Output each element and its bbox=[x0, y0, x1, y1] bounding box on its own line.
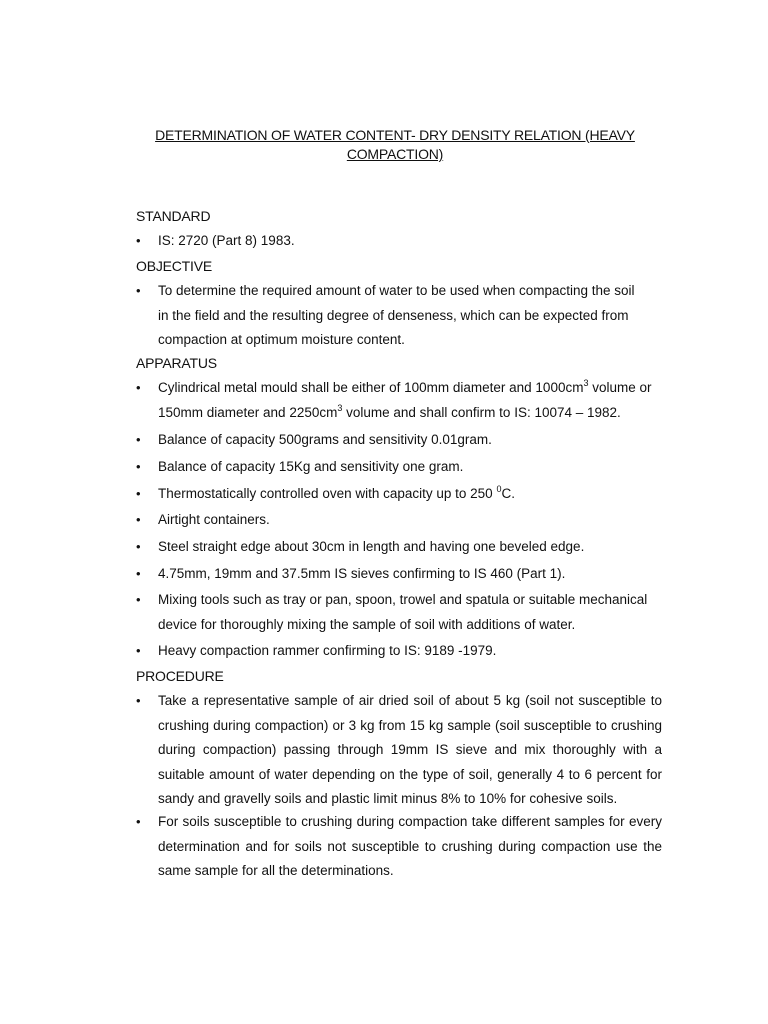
bullet-icon: • bbox=[136, 566, 141, 581]
bullet-icon: • bbox=[136, 643, 141, 658]
oven-text-a: Thermostatically controlled oven with capacity up to 250 bbox=[158, 486, 497, 501]
oven-text-b: C. bbox=[501, 486, 515, 501]
list-item-text: Steel straight edge about 30cm in length and having one beveled edge. bbox=[158, 539, 585, 554]
standard-heading: STANDARD bbox=[136, 208, 211, 224]
list-item-text: Balance of capacity 500grams and sensitivity 0.01gram. bbox=[158, 432, 492, 447]
apparatus-item-straight-edge bbox=[136, 535, 662, 560]
list-item-text: Take a representative sample of air dried soil of about 5 kg (soil not susceptible to crushing during compaction) or 3 kg from 15 kg sample (soil susceptible to crushing during compaction) passing through 19mm IS sieve and mix thoroughly with a suitable amount of water depending on the type of soil, generally 4 to 6 percent for sandy and gravelly soils and plastic limit minus 8% to 10% for cohesive soils. bbox=[158, 693, 662, 806]
bullet-icon: • bbox=[136, 693, 141, 708]
list-item-text bbox=[158, 482, 662, 507]
mould-text-c: volume and shall confirm to IS: 10074 – 1982. bbox=[342, 404, 621, 420]
procedure-heading: PROCEDURE bbox=[136, 668, 224, 684]
bullet-icon: • bbox=[136, 283, 141, 298]
bullet-icon: • bbox=[136, 459, 141, 474]
bullet-icon: • bbox=[136, 592, 141, 607]
standard-item bbox=[136, 229, 662, 254]
mould-text-a: Cylindrical metal mould shall be either of 100mm diameter and 1000cm bbox=[158, 380, 584, 395]
bullet-icon: • bbox=[136, 233, 141, 248]
list-item-text: To determine the required amount of water to be used when compacting the soil in the field and the resulting degree of denseness, which can be expected from compaction at optimum moisture content. bbox=[158, 283, 635, 347]
mould-sup-a: 3 bbox=[583, 378, 589, 388]
apparatus-item-rammer bbox=[136, 639, 662, 664]
bullet-icon: • bbox=[136, 432, 141, 447]
list-item-text bbox=[158, 376, 662, 425]
mould-text-b: volume or 150mm diameter and 2250cm bbox=[158, 380, 652, 420]
apparatus-item-containers bbox=[136, 508, 662, 533]
apparatus-heading: APPARATUS bbox=[136, 355, 217, 371]
list-item-text: 4.75mm, 19mm and 37.5mm IS sieves confirming to IS 460 (Part 1). bbox=[158, 566, 566, 581]
apparatus-item-balance-500g bbox=[136, 428, 662, 453]
page-title bbox=[140, 126, 650, 164]
apparatus-item-balance-15kg bbox=[136, 455, 662, 480]
title-line-1: DETERMINATION OF WATER CONTENT- DRY DENSITY RELATION (HEAVY bbox=[155, 127, 635, 143]
mould-sup-b: 3 bbox=[337, 402, 343, 413]
apparatus-item-oven bbox=[136, 482, 662, 507]
bullet-icon: • bbox=[136, 512, 141, 527]
apparatus-item-mixing-tools bbox=[136, 588, 662, 637]
objective-heading: OBJECTIVE bbox=[136, 258, 212, 274]
oven-sup: 0 bbox=[496, 484, 502, 494]
list-item-text: Heavy compaction rammer confirming to IS: 9189 -1979. bbox=[158, 643, 497, 658]
apparatus-item-mould bbox=[136, 376, 662, 425]
list-item-text: Mixing tools such as tray or pan, spoon, trowel and spatula or suitable mechanical device for thoroughly mixing the sample of soil with additions of water. bbox=[158, 592, 648, 632]
list-item-text: Balance of capacity 15Kg and sensitivity one gram. bbox=[158, 459, 464, 474]
bullet-icon: • bbox=[136, 380, 141, 395]
apparatus-item-sieves bbox=[136, 562, 662, 587]
procedure-item-2 bbox=[136, 810, 662, 884]
objective-item bbox=[136, 279, 662, 353]
bullet-icon: • bbox=[136, 539, 141, 554]
list-item-text: Airtight containers. bbox=[158, 512, 270, 527]
list-item-text: IS: 2720 (Part 8) 1983. bbox=[158, 233, 295, 248]
bullet-icon: • bbox=[136, 814, 141, 829]
procedure-item-1 bbox=[136, 689, 662, 812]
title-line-2: COMPACTION) bbox=[346, 146, 444, 162]
bullet-icon: • bbox=[136, 486, 141, 501]
list-item-text: For soils susceptible to crushing during compaction take different samples for every determination and for soils not susceptible to crushing during compaction use the same sample for all the determinations. bbox=[158, 814, 662, 878]
